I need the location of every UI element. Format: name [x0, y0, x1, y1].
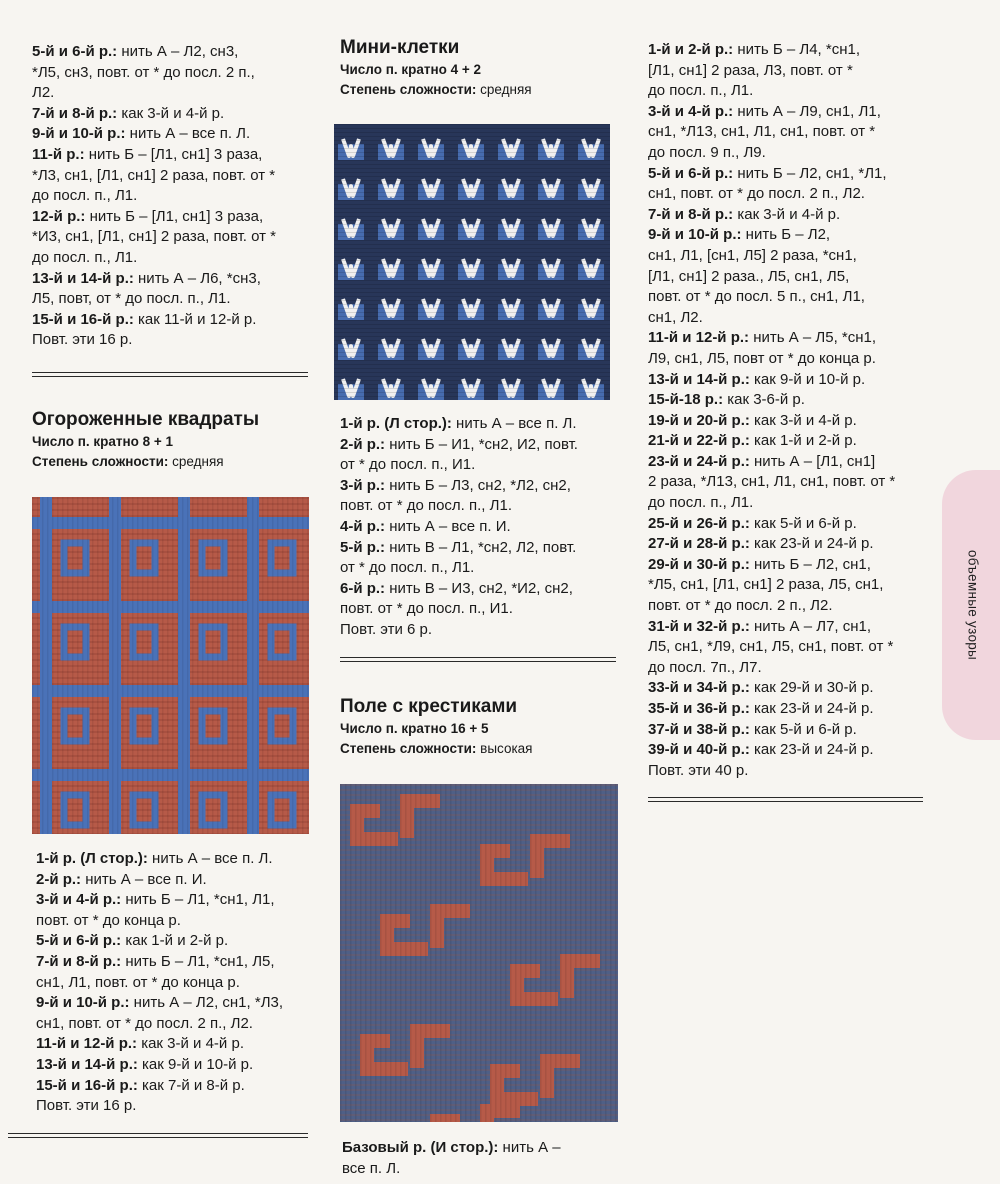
row-text: нить А – [Л1, сн1] — [749, 452, 876, 470]
instruction-line — [36, 1096, 283, 1117]
row-text: нить Б – Л3, сн2, *Л2, сн2, — [385, 476, 571, 494]
row-text: как 7-й и 8-й р. — [137, 1076, 245, 1094]
row-text: до посл. 9 п., Л9. — [648, 143, 766, 161]
instruction-line — [36, 1014, 283, 1035]
section-tab-label: объемные узоры — [965, 549, 981, 661]
row-text: нить А – Л6, *сн3, — [133, 269, 261, 287]
instruction-line — [648, 617, 895, 638]
instruction-line — [32, 145, 276, 166]
pattern-cross-field — [340, 695, 620, 759]
instruction-line — [32, 248, 276, 269]
instruction-line — [648, 514, 895, 535]
instruction-line — [648, 143, 895, 164]
pattern-mini-checks — [340, 36, 620, 100]
instruction-line — [648, 658, 895, 679]
row-text: нить Б – Л2, — [741, 226, 831, 244]
row-text: как 29-й и 30-й р. — [749, 679, 874, 697]
row-text: до посл. 7п., Л7. — [648, 658, 762, 676]
instruction-line — [648, 761, 895, 782]
fenced-squares-instructions-cont — [32, 42, 276, 351]
row-text: нить А – Л7, сн1, — [749, 617, 872, 635]
instruction-line — [648, 431, 895, 452]
row-label: 5-й р.: — [340, 538, 386, 556]
row-text: Повт. эти 40 р. — [648, 761, 749, 779]
row-label: Базовый р. (И стор.): — [342, 1139, 499, 1156]
row-label: 33-й и 34-й р.: — [648, 679, 750, 697]
instruction-line — [648, 575, 895, 596]
instruction-line — [32, 166, 276, 187]
mini-checks-swatch-photo — [334, 124, 610, 400]
instruction-line — [648, 164, 895, 185]
instruction-line — [36, 973, 283, 994]
difficulty: Степень сложности: средняя — [340, 82, 532, 97]
instruction-line — [32, 269, 276, 290]
row-text: повт. от * до посл. 2 п., Л2. — [648, 597, 833, 615]
row-label: 3-й и 4-й р.: — [36, 891, 122, 909]
row-text: от * до посл. п., И1. — [340, 456, 476, 474]
row-text: *И3, сн1, [Л1, сн1] 2 раза, повт. от * — [32, 228, 277, 246]
row-text: нить Б – Л1, *сн1, Л5, — [121, 952, 275, 970]
instruction-line — [648, 555, 895, 576]
row-text: Л5, повт, от * до посл. п., Л1. — [32, 290, 231, 308]
instruction-line — [32, 289, 276, 310]
row-text: как 3-й и 4-й р. — [117, 104, 225, 122]
cross-field-instructions — [342, 1138, 561, 1179]
stitch-multiple: Число п. кратно 8 + 1 — [32, 434, 174, 449]
instruction-line — [648, 184, 895, 205]
instruction-line — [648, 102, 895, 123]
row-label: 7-й и 8-й р.: — [32, 104, 118, 122]
instruction-line — [648, 40, 895, 61]
instruction-line — [648, 452, 895, 473]
row-label: 15-й и 16-й р.: — [32, 310, 134, 328]
row-text: нить Б – Л1, *сн1, Л1, — [121, 891, 275, 909]
row-label: 9-й и 10-й р.: — [32, 125, 126, 143]
row-text: Повт. эти 16 р. — [36, 1097, 137, 1115]
instruction-line — [36, 870, 283, 891]
instruction-line — [648, 411, 895, 432]
instruction-line — [32, 207, 276, 228]
row-text: *Л3, сн1, [Л1, сн1] 2 раза, повт. от * — [32, 166, 276, 184]
instruction-line — [648, 472, 895, 493]
row-label: 13-й и 14-й р.: — [648, 370, 750, 388]
row-text: нить А – все п. И. — [81, 870, 207, 888]
row-label: 39-й и 40-й р.: — [648, 741, 750, 759]
row-label: 9-й и 10-й р.: — [36, 994, 130, 1012]
instruction-line — [648, 225, 895, 246]
row-text: [Л1, сн1] 2 раза., Л5, сн1, Л5, — [648, 267, 850, 285]
row-text: сн1, Л1, [сн1, Л5] 2 раза, *сн1, — [648, 246, 857, 264]
instruction-line — [648, 596, 895, 617]
row-text: как 9-й и 10-й р. — [137, 1055, 254, 1073]
row-text: повт. от * до посл. 5 п., сн1, Л1, — [648, 288, 865, 306]
cross-field-instructions-cont — [648, 40, 895, 781]
row-text: нить А – Л2, сн1, *Л3, — [129, 994, 284, 1012]
row-text: повт. от * до посл. п., И1. — [340, 600, 513, 618]
row-text: нить Б – Л2, сн1, *Л1, — [733, 164, 887, 182]
row-text: до посл. п., Л1. — [648, 82, 754, 100]
row-text: до посл. п., Л1. — [32, 187, 138, 205]
row-text: нить А – все п. Л. — [125, 125, 251, 143]
instruction-line — [32, 104, 276, 125]
row-text: нить В – И3, сн2, *И2, сн2, — [385, 579, 573, 597]
row-text: нить В – Л1, *сн2, Л2, повт. — [385, 538, 577, 556]
instruction-line — [32, 330, 276, 351]
instruction-line — [340, 517, 578, 538]
section-tab — [942, 470, 1000, 740]
instruction-line — [36, 911, 283, 932]
row-label: 11-й р.: — [32, 145, 85, 163]
instruction-line — [32, 227, 276, 248]
row-text: нить А – Л5, *сн1, — [749, 329, 877, 347]
row-text: нить А – все п. Л. — [451, 415, 577, 432]
instruction-line — [340, 620, 578, 641]
instruction-line — [340, 455, 578, 476]
section-divider — [340, 657, 616, 658]
row-label: 7-й и 8-й р.: — [648, 205, 734, 223]
row-text: нить Б – Л4, *сн1, — [733, 41, 861, 58]
row-text: как 5-й и 6-й р. — [749, 514, 857, 532]
section-divider — [648, 797, 923, 798]
difficulty: Степень сложности: высокая — [340, 741, 533, 756]
row-text: нить Б – [Л1, сн1] 3 раза, — [84, 145, 263, 163]
instruction-line — [340, 599, 578, 620]
row-text: Л5, сн1, *Л9, сн1, Л5, сн1, повт. от * — [648, 638, 894, 656]
row-text: от * до посл. п., Л1. — [340, 559, 475, 577]
row-text: *Л5, сн3, повт. от * до посл. 2 п., — [32, 63, 255, 81]
row-text: как 3-6-й р. — [723, 391, 805, 409]
row-text: как 3-й и 4-й р. — [733, 205, 841, 223]
instruction-line — [648, 493, 895, 514]
instruction-line — [340, 435, 578, 456]
pattern-title: Огороженные квадраты — [32, 409, 260, 430]
instruction-line — [648, 308, 895, 329]
row-label: 15-й и 16-й р.: — [36, 1076, 138, 1094]
instruction-line — [648, 370, 895, 391]
instruction-line — [340, 476, 578, 497]
row-label: 9-й и 10-й р.: — [648, 226, 742, 244]
difficulty: Степень сложности: средняя — [32, 454, 224, 469]
instruction-line — [36, 952, 283, 973]
instruction-line — [340, 558, 578, 579]
row-text: Повт. эти 6 р. — [340, 620, 433, 638]
row-text: [Л1, сн1] 2 раза, Л3, повт. от * — [648, 61, 853, 79]
instruction-line — [342, 1138, 561, 1159]
instruction-line — [36, 849, 283, 870]
instruction-line — [32, 310, 276, 331]
row-text: Повт. эти 16 р. — [32, 331, 133, 349]
row-text: нить Б – [Л1, сн1] 3 раза, — [85, 207, 264, 225]
row-text: повт. от * до посл. п., Л1. — [340, 497, 512, 515]
pattern-title: Мини-клетки — [340, 37, 460, 58]
row-label: 5-й и 6-й р.: — [648, 164, 734, 182]
row-text: как 3-й и 4-й р. — [137, 1035, 244, 1053]
instruction-line — [36, 1076, 283, 1097]
row-text: сн1, Л2. — [648, 308, 703, 326]
instruction-line — [340, 496, 578, 517]
row-text: все п. Л. — [342, 1159, 401, 1177]
stitch-multiple: Число п. кратно 16 + 5 — [340, 721, 489, 736]
row-text: как 1-й и 2-й р. — [749, 432, 857, 450]
instruction-line — [648, 61, 895, 82]
row-label: 7-й и 8-й р.: — [36, 952, 122, 970]
row-text: нить А – все п. Л. — [147, 850, 273, 867]
instruction-line — [340, 414, 578, 435]
row-label: 19-й и 20-й р.: — [648, 411, 750, 429]
row-label: 15-й-18 р.: — [648, 391, 724, 409]
row-label: 3-й и 4-й р.: — [648, 102, 734, 120]
row-text: до посл. п., Л1. — [32, 248, 138, 266]
row-text: до посл. п., Л1. — [648, 494, 754, 512]
instruction-line — [32, 83, 276, 104]
row-label: 21-й и 22-й р.: — [648, 432, 750, 450]
row-label: 1-й р. (Л стор.): — [36, 850, 148, 867]
instruction-line — [648, 390, 895, 411]
stitch-multiple: Число п. кратно 4 + 2 — [340, 62, 482, 77]
row-label: 23-й и 24-й р.: — [648, 452, 750, 470]
instruction-line — [648, 349, 895, 370]
row-label: 37-й и 38-й р.: — [648, 720, 750, 738]
instruction-line — [342, 1159, 561, 1180]
instruction-line — [648, 246, 895, 267]
row-text: сн1, Л1, повт. от * до конца р. — [36, 973, 240, 991]
row-text: как 23-й и 24-й р. — [749, 741, 874, 759]
row-text: нить Б – Л2, сн1, — [749, 555, 871, 573]
row-text: нить А – Л2, сн3, — [117, 43, 239, 60]
instruction-line — [340, 579, 578, 600]
row-text: *Л5, сн1, [Л1, сн1] 2 раза, Л5, сн1, — [648, 576, 884, 594]
cross-field-swatch-photo — [340, 784, 618, 1122]
row-label: 35-й и 36-й р.: — [648, 700, 750, 717]
row-text: как 5-й и 6-й р. — [749, 720, 857, 738]
row-text: как 23-й и 24-й р. — [749, 700, 874, 717]
instruction-line — [648, 637, 895, 658]
row-text: сн1, повт. от * до посл. 2 п., Л2. — [648, 185, 865, 203]
instruction-line — [340, 538, 578, 559]
row-label: 5-й и 6-й р.: — [32, 43, 118, 60]
row-label: 27-й и 28-й р.: — [648, 535, 750, 553]
instruction-line — [648, 678, 895, 699]
row-text: повт. от * до конца р. — [36, 911, 181, 929]
instruction-line — [648, 287, 895, 308]
instruction-line — [648, 534, 895, 555]
row-label: 5-й и 6-й р.: — [36, 932, 122, 950]
instruction-line — [36, 931, 283, 952]
row-text: как 23-й и 24-й р. — [749, 535, 874, 553]
section-divider — [8, 1133, 308, 1134]
instruction-line — [32, 186, 276, 207]
instruction-line — [36, 1055, 283, 1076]
row-label: 25-й и 26-й р.: — [648, 514, 750, 532]
mini-checks-instructions — [340, 414, 578, 641]
row-text: нить Б – И1, *сн2, И2, повт. — [385, 435, 578, 453]
row-label: 1-й р. (Л стор.): — [340, 415, 452, 432]
row-text: как 3-й и 4-й р. — [749, 411, 857, 429]
row-label: 13-й и 14-й р.: — [32, 269, 134, 287]
pattern-fenced-squares — [32, 408, 322, 472]
row-text: сн1, *Л13, сн1, Л1, сн1, повт. от * — [648, 123, 876, 141]
row-label: 2-й р.: — [340, 435, 386, 453]
instruction-line — [648, 205, 895, 226]
row-label: 4-й р.: — [340, 517, 386, 535]
row-label: 11-й и 12-й р.: — [36, 1035, 138, 1053]
row-label: 11-й и 12-й р.: — [648, 329, 750, 347]
row-text: Л2. — [32, 84, 55, 102]
instruction-line — [36, 890, 283, 911]
instruction-line — [648, 81, 895, 102]
row-label: 3-й р.: — [340, 476, 386, 494]
instruction-line — [648, 720, 895, 741]
row-text: нить А – все п. И. — [385, 517, 511, 535]
instruction-line — [36, 993, 283, 1014]
row-label: 6-й р.: — [340, 579, 386, 597]
row-label: 2-й р.: — [36, 870, 82, 888]
row-text: как 1-й и 2-й р. — [121, 932, 229, 950]
row-label: 31-й и 32-й р.: — [648, 617, 750, 635]
instruction-line — [648, 328, 895, 349]
row-label: 29-й и 30-й р.: — [648, 555, 750, 573]
instruction-line — [648, 122, 895, 143]
instruction-line — [32, 124, 276, 145]
instruction-line — [648, 699, 895, 720]
instruction-line — [36, 1034, 283, 1055]
instruction-line — [648, 740, 895, 761]
row-text: 2 раза, *Л13, сн1, Л1, сн1, повт. от * — [648, 473, 896, 491]
row-text: Л9, сн1, Л5, повт от * до конца р. — [648, 349, 876, 367]
row-label: 12-й р.: — [32, 207, 86, 225]
row-label: 13-й и 14-й р.: — [36, 1055, 138, 1073]
fenced-squares-swatch-photo — [32, 497, 309, 834]
instruction-line — [32, 42, 276, 63]
instruction-line — [32, 63, 276, 84]
fenced-squares-instructions — [36, 849, 283, 1117]
row-text: сн1, повт. от * до посл. 2 п., Л2. — [36, 1014, 253, 1032]
instruction-line — [648, 267, 895, 288]
row-label: 1-й и 2-й р.: — [648, 41, 734, 58]
row-text: нить А – Л9, сн1, Л1, — [733, 102, 881, 120]
section-divider — [32, 372, 308, 373]
row-text: как 11-й и 12-й р. — [133, 310, 257, 328]
row-text: как 9-й и 10-й р. — [749, 370, 866, 388]
row-text: нить А – — [498, 1139, 561, 1156]
pattern-title: Поле с крестиками — [340, 696, 518, 717]
